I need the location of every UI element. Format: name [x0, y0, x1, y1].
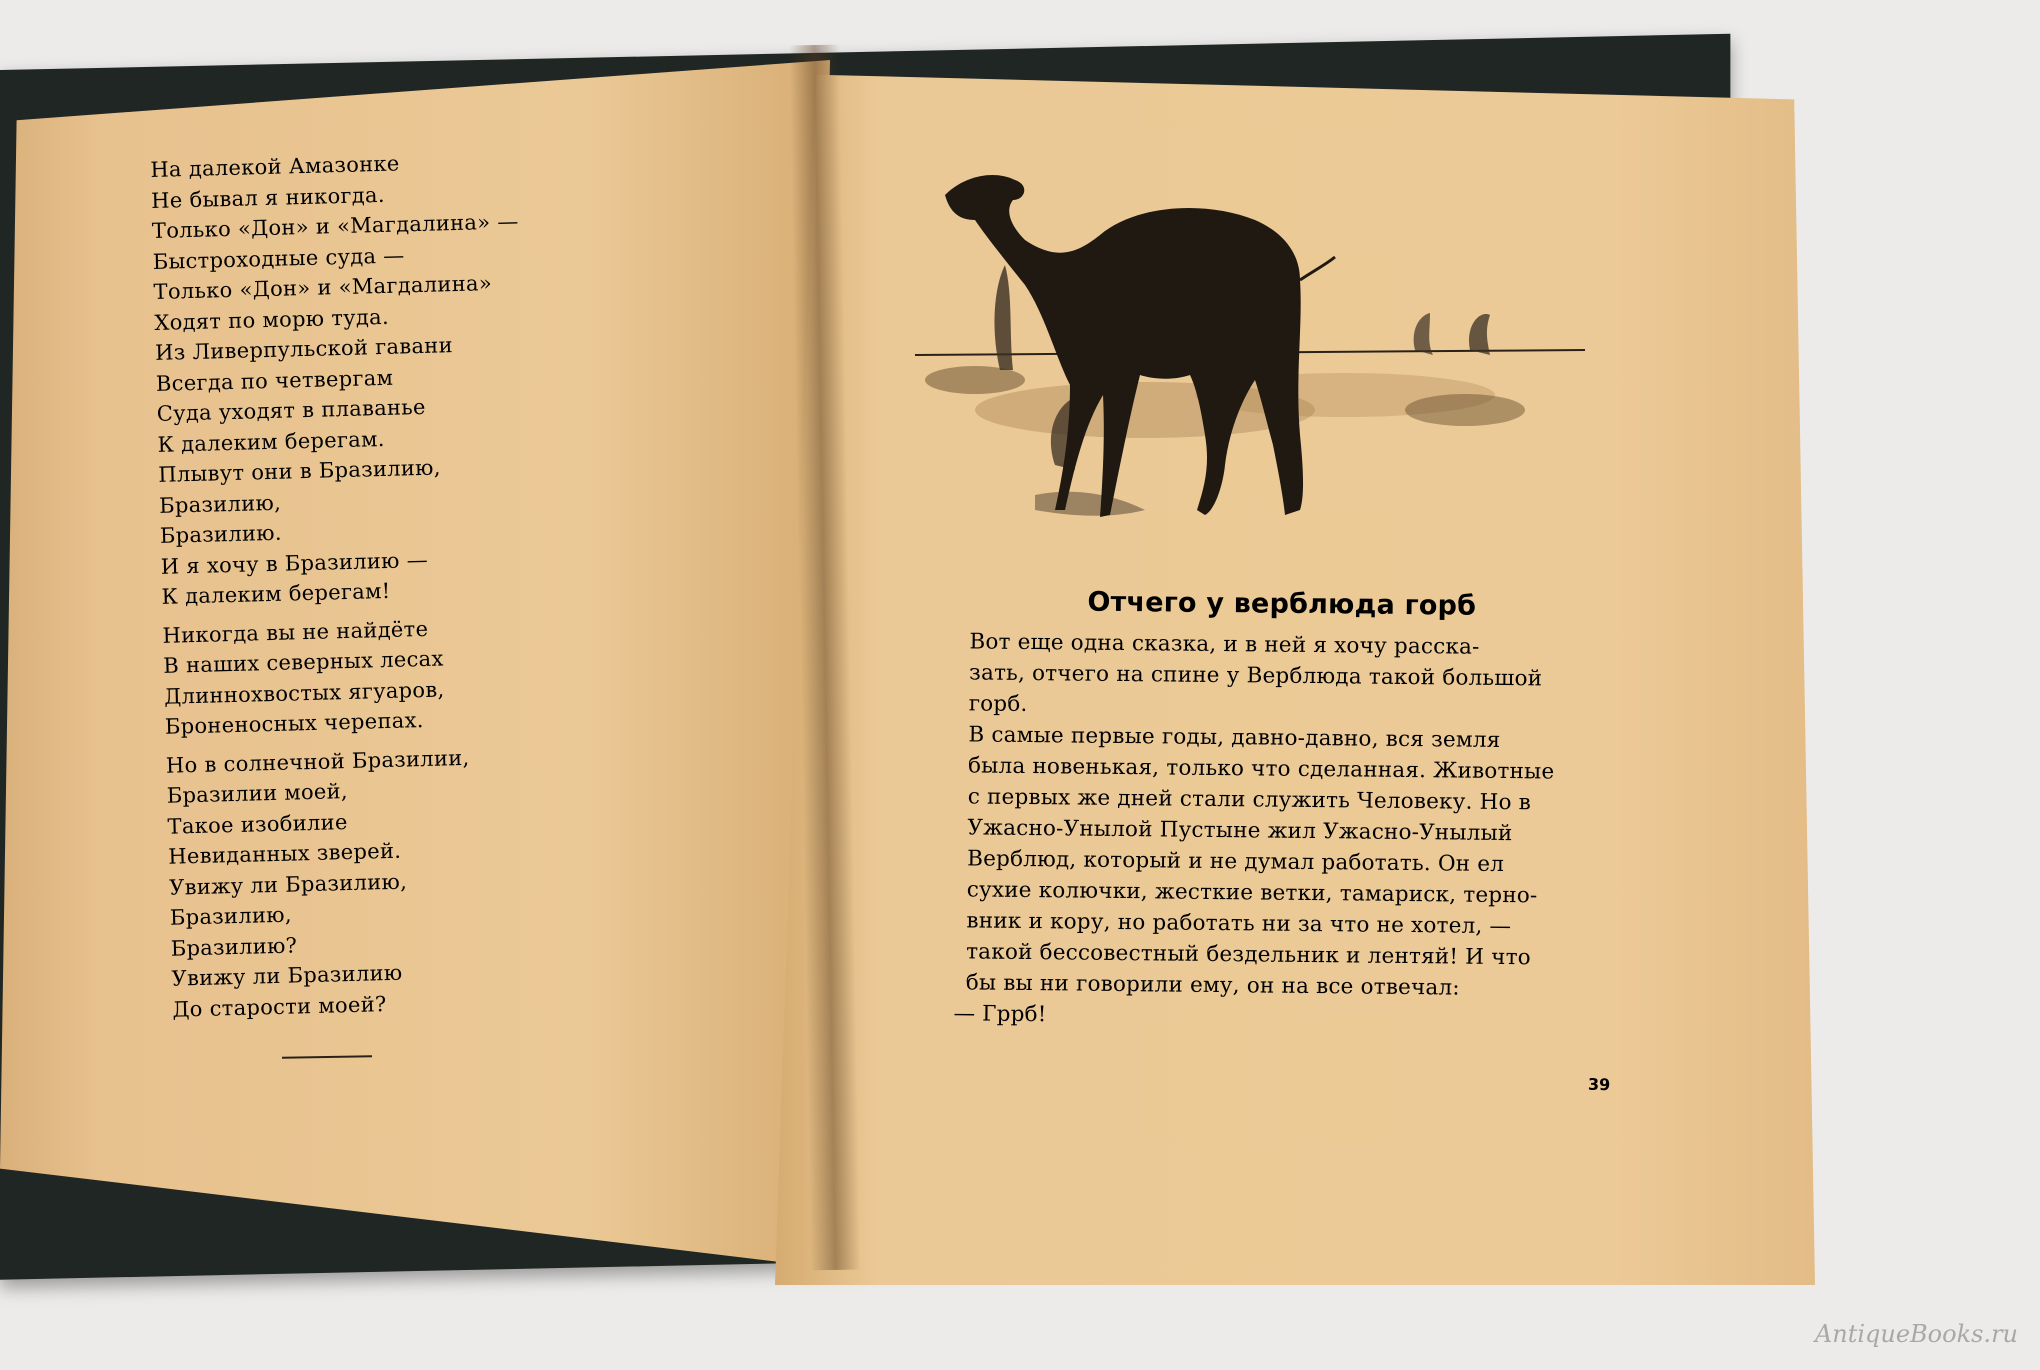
- poem-line: К далеким берегам.: [157, 426, 385, 457]
- story-line: такой бессовестный бездельник и лентяй! И что: [966, 939, 1532, 971]
- poem-line: На далекой Амазонке: [150, 151, 400, 182]
- poem-line: В наших северных лесах: [163, 646, 444, 678]
- poem-line: Быстроходные суда —: [152, 242, 405, 274]
- poem-line: Всегда по четвергам: [155, 365, 394, 396]
- story-line: с первых же дней стали служить Человеку. Но в: [967, 784, 1532, 816]
- watermark: AntiqueBooks.ru: [1814, 1320, 2018, 1348]
- story-line: В самые первые годы, давно-давно, вся земля: [968, 722, 1501, 753]
- poem-line: Бразилии моей,: [166, 779, 349, 808]
- story-title: Отчего у верблюда горб: [1087, 586, 1477, 622]
- poem-stanza: [166, 738, 633, 1024]
- camel-illustration: [905, 165, 1585, 545]
- poem-line: Не бывал я никогда.: [150, 182, 386, 213]
- poem-line: Из Ливерпульской гавани: [154, 333, 454, 365]
- poem-line: Такое изобилие: [167, 809, 348, 839]
- poem-stanza: [150, 143, 622, 612]
- camel-reply: — Гррб!: [953, 1001, 1047, 1028]
- poem-line: Только «Дон» и «Магдалина» —: [151, 209, 519, 243]
- poem-line: Плывут они в Бразилию,: [158, 455, 441, 487]
- poem-line: Броненосных черепах.: [164, 708, 424, 739]
- story-line: Ужасно-Унылой Пустыне жил Ужасно-Унылый: [967, 815, 1513, 847]
- poem-line: Суда уходят в плаванье: [156, 394, 427, 426]
- story-line: была новенькая, только что сделанная. Животные: [967, 753, 1555, 785]
- poem-text: [150, 143, 633, 1033]
- poem-line: Бразилию,: [169, 902, 293, 930]
- poem-line: Увижу ли Бразилию,: [168, 869, 408, 900]
- story-line: зать, отчего на спине у Верблюда такой большой: [968, 660, 1543, 692]
- poem-line: Бразилию.: [159, 520, 283, 548]
- poem-line: Никогда вы не найдёте: [162, 616, 429, 648]
- story-line: вник и кору, но работать ни за что не хотел, —: [966, 908, 1512, 940]
- poem-stanza: [162, 608, 625, 742]
- poem-line: Длиннохвостых ягуаров,: [163, 676, 445, 709]
- story-text: [927, 585, 1612, 1036]
- story-line: сухие колючки, жесткие ветки, тамариск, терно-: [966, 877, 1538, 909]
- poem-line: До старости моей?: [172, 991, 387, 1022]
- poem-line: И я хочу в Бразилию —: [160, 547, 429, 579]
- poem-line: К далеким берегам!: [161, 578, 391, 609]
- story-line: горб.: [968, 691, 1028, 718]
- story-line: Вот еще одна сказка, и в ней я хочу расска-: [969, 629, 1480, 660]
- poem-line: Бразилию?: [170, 932, 298, 961]
- page-number: 39: [1587, 1074, 1611, 1095]
- story-paragraph: [931, 626, 1612, 726]
- story-line: бы вы ни говорили ему, он на все отвечал:: [965, 970, 1460, 1001]
- story-line: Верблюд, который и не думал работать. Он ел: [967, 846, 1505, 878]
- poem-line: Но в солнечной Бразилии,: [165, 745, 470, 778]
- poem-line: Только «Дон» и «Магдалина»: [153, 271, 493, 304]
- poem-line: Увижу ли Бразилию: [171, 960, 403, 991]
- poem-line: Бразилию,: [158, 490, 282, 518]
- story-paragraph: [928, 719, 1611, 1005]
- poem-line: Ходят по морю туда.: [154, 304, 390, 335]
- poem-line: Невиданных зверей.: [168, 838, 402, 869]
